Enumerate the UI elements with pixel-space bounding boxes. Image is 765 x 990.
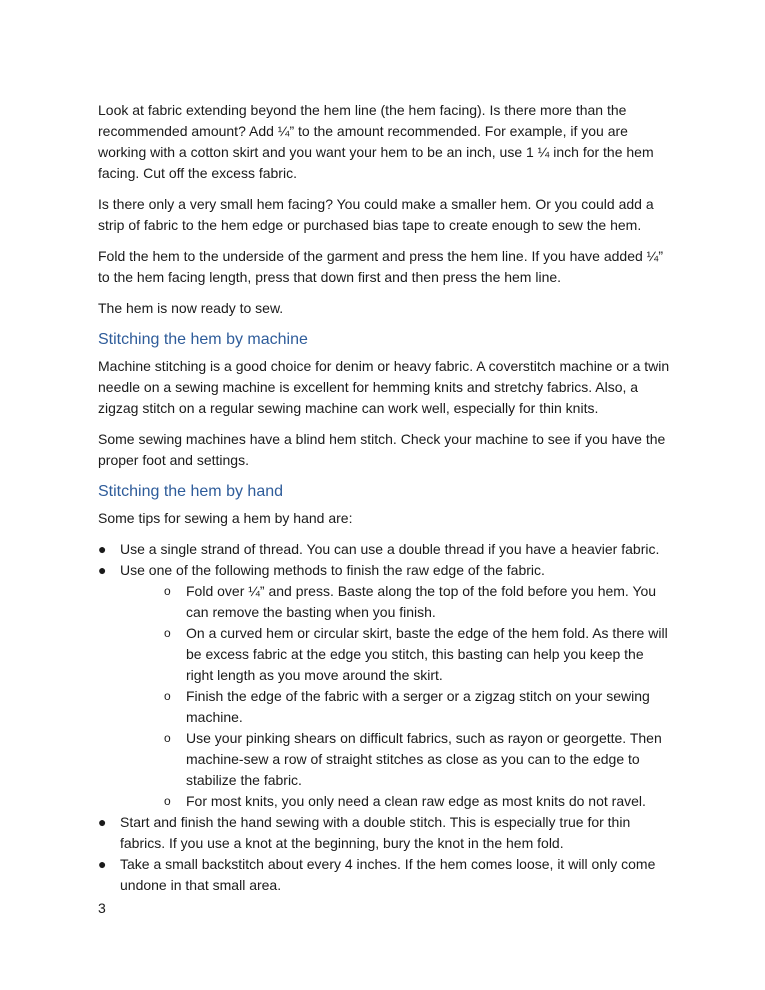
heading-machine: Stitching the hem by machine xyxy=(98,331,308,348)
sub-list-item-text: Finish the edge of the fabric with a serger or a zigzag stitch on your sewing machine. xyxy=(186,688,650,725)
page-number: 3 xyxy=(98,900,106,916)
sub-list-item xyxy=(164,686,673,728)
sub-list-item-text: Use your pinking shears on difficult fabrics, such as rayon or georgette. Then machine-sew a row of straight stitches as close as you can to the edge to stabilize the fabric. xyxy=(186,730,662,788)
document-body xyxy=(98,100,673,896)
list-item-text: Start and finish the hand sewing with a double stitch. This is especially true for thin fabrics. If you use a knot at the beginning, bury the knot in the hem fold. xyxy=(120,814,631,851)
list-item xyxy=(98,560,673,812)
bullet-icon: ● xyxy=(98,562,107,578)
tips-list xyxy=(98,539,673,896)
list-item-text: Take a small backstitch about every 4 inches. If the hem comes loose, it will only come undone in that small area. xyxy=(120,856,656,893)
list-item-text: Use one of the following methods to finish the raw edge of the fabric. xyxy=(120,562,545,578)
bullet-icon: ● xyxy=(98,541,107,557)
sub-bullet-icon: o xyxy=(164,689,171,703)
methods-list xyxy=(120,581,673,812)
sub-list-item xyxy=(164,728,673,791)
sub-list-item-text: For most knits, you only need a clean raw edge as most knits do not ravel. xyxy=(186,793,646,809)
sub-list-item xyxy=(164,581,673,623)
sub-bullet-icon: o xyxy=(164,794,171,808)
paragraph-ready: The hem is now ready to sew. xyxy=(98,300,284,316)
list-item xyxy=(98,539,673,560)
paragraph-small-facing: Is there only a very small hem facing? You could make a smaller hem. Or you could add a strip of fabric to the hem edge or purchased bias tape to create enough to sew the hem. xyxy=(98,196,654,233)
sub-bullet-icon: o xyxy=(164,584,171,598)
paragraph-machine-2: Some sewing machines have a blind hem stitch. Check your machine to see if you have the proper foot and settings. xyxy=(98,431,666,468)
sub-list-item-text: Fold over ¼” and press. Baste along the top of the fold before you hem. You can remove the basting when you finish. xyxy=(186,583,657,620)
list-item xyxy=(98,812,673,854)
sub-list-item xyxy=(164,623,673,686)
sub-bullet-icon: o xyxy=(164,731,171,745)
paragraph-fold-hem: Fold the hem to the underside of the garment and press the hem line. If you have added ¼” to the hem facing length, press that down first and then press the hem line. xyxy=(98,248,664,285)
list-item xyxy=(98,854,673,896)
list-item-text: Use a single strand of thread. You can use a double thread if you have a heavier fabric. xyxy=(120,541,660,557)
bullet-icon: ● xyxy=(98,814,107,830)
paragraph-hand-intro: Some tips for sewing a hem by hand are: xyxy=(98,510,353,526)
sub-list-item-text: On a curved hem or circular skirt, baste the edge of the hem fold. As there will be excess fabric at the edge you stitch, this basting can help you keep the right length as you move around the skirt. xyxy=(186,625,668,683)
sub-bullet-icon: o xyxy=(164,626,171,640)
paragraph-hem-facing: Look at fabric extending beyond the hem line (the hem facing). Is there more than the recommended amount? Add ¼” to the amount recommended. For example, if you are working with a cotton skirt and you want your hem to be an inch, use 1 ¼ inch for the hem facing. Cut off the excess fabric. xyxy=(98,102,654,181)
bullet-icon: ● xyxy=(98,856,107,872)
sub-list-item xyxy=(164,791,673,812)
heading-hand: Stitching the hem by hand xyxy=(98,483,284,500)
paragraph-machine-1: Machine stitching is a good choice for denim or heavy fabric. A coverstitch machine or a twin needle on a sewing machine is excellent for hemming knits and stretchy fabrics. Also, a zigzag stitch on a regular sewing machine can work well, especially for thin knits. xyxy=(98,358,670,416)
